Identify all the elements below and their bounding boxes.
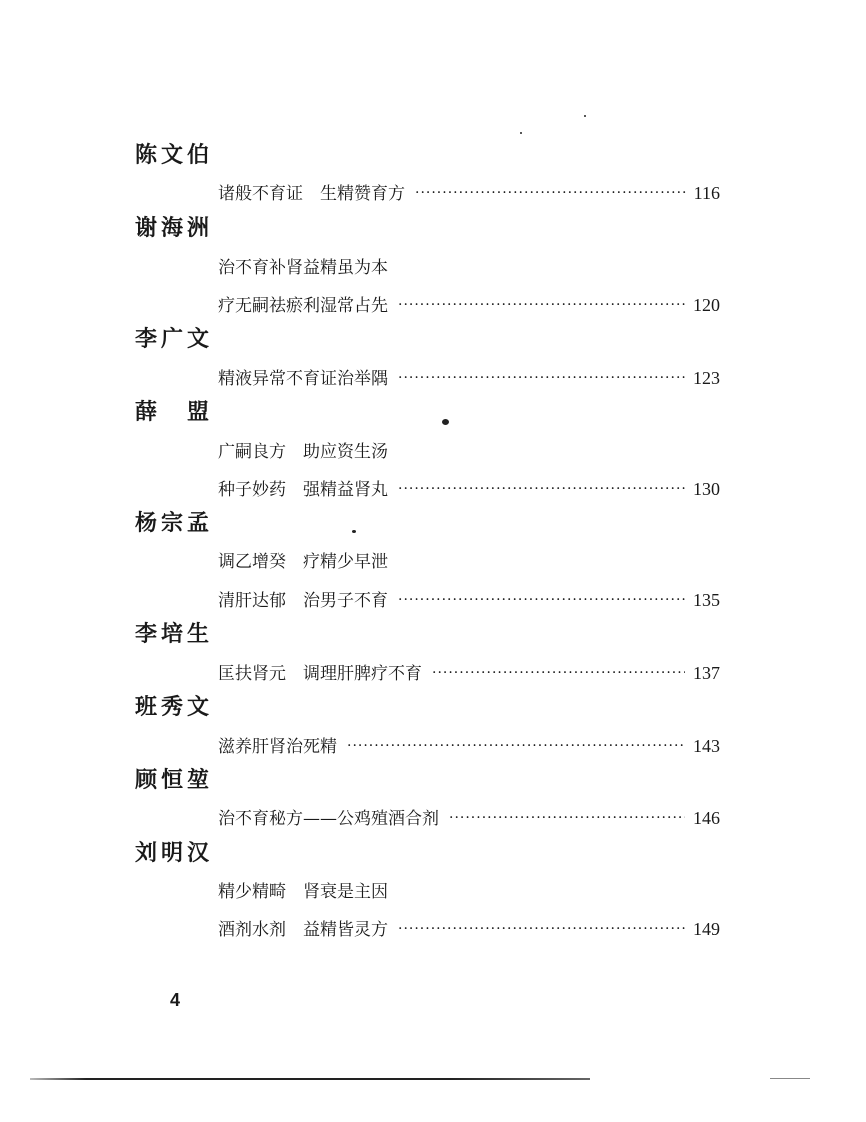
author-name: 班秀文 (135, 694, 214, 720)
entry-page: 135 (693, 590, 720, 610)
toc-entry (218, 583, 720, 611)
entry-title: 种子妙药 强精益肾丸 (218, 480, 388, 500)
leader-dots (398, 589, 685, 611)
entry-title: 疗无嗣祛瘀利湿常占先 (218, 296, 388, 316)
leader-dots (398, 367, 685, 389)
entry-page: 146 (693, 808, 720, 828)
entry-title: 精液异常不育证治举隅 (218, 369, 388, 389)
toc-entry (218, 544, 720, 572)
entry-page: 137 (693, 663, 720, 683)
entry-page: 123 (693, 368, 720, 388)
leader-dots (347, 735, 685, 757)
toc-entry (218, 912, 720, 940)
leader-dots (398, 478, 685, 500)
bottom-rule-fragment (770, 1078, 810, 1079)
page-number: 4 (170, 990, 181, 1010)
leader-dots (432, 662, 685, 684)
entry-title: 诸般不育证 生精赞育方 (218, 184, 405, 204)
entry-title: 治不育补肾益精虽为本 (218, 258, 388, 278)
toc-entry (218, 874, 720, 902)
author-name: 杨宗孟 (135, 510, 214, 536)
author-name: 李广文 (135, 326, 214, 352)
author-name: 刘明汉 (135, 840, 214, 866)
leader-dots (415, 182, 686, 204)
toc-entry (218, 656, 720, 684)
entry-title: 酒剂水剂 益精皆灵方 (218, 920, 388, 940)
leader-dots (398, 294, 685, 316)
toc-entry (218, 801, 720, 829)
toc-entry (218, 176, 720, 204)
scan-speck (442, 419, 449, 425)
scan-speck (584, 115, 586, 117)
toc-entry (218, 729, 720, 757)
entry-title: 调乙增癸 疗精少早泄 (218, 552, 388, 572)
entry-page: 130 (693, 479, 720, 499)
toc-entry (218, 288, 720, 316)
toc-entry (218, 250, 720, 278)
entry-title: 匡扶肾元 调理肝脾疗不育 (218, 664, 422, 684)
entry-title: 治不育秘方——公鸡殖酒合剂 (218, 809, 439, 829)
author-name: 顾恒堃 (135, 767, 214, 793)
bottom-rule (30, 1078, 590, 1080)
entry-page: 143 (693, 736, 720, 756)
entry-page: 149 (693, 919, 720, 939)
author-name: 薛 盟 (135, 399, 214, 425)
entry-page: 116 (693, 183, 720, 203)
author-name: 陈文伯 (135, 142, 214, 168)
leader-dots (449, 807, 685, 829)
toc-entry (218, 472, 720, 500)
author-name: 李培生 (135, 621, 214, 647)
entry-title: 广嗣良方 助应资生汤 (218, 442, 388, 462)
entry-title: 清肝达郁 治男子不育 (218, 591, 388, 611)
leader-dots (398, 918, 685, 940)
author-name: 谢海洲 (135, 215, 214, 241)
toc-entry (218, 361, 720, 389)
entry-title: 精少精畸 肾衰是主因 (218, 882, 388, 902)
entry-page: 120 (693, 295, 720, 315)
scan-speck (352, 530, 356, 533)
entry-title: 滋养肝肾治死精 (218, 737, 337, 757)
toc-entry (218, 434, 720, 462)
scan-speck (520, 132, 522, 134)
